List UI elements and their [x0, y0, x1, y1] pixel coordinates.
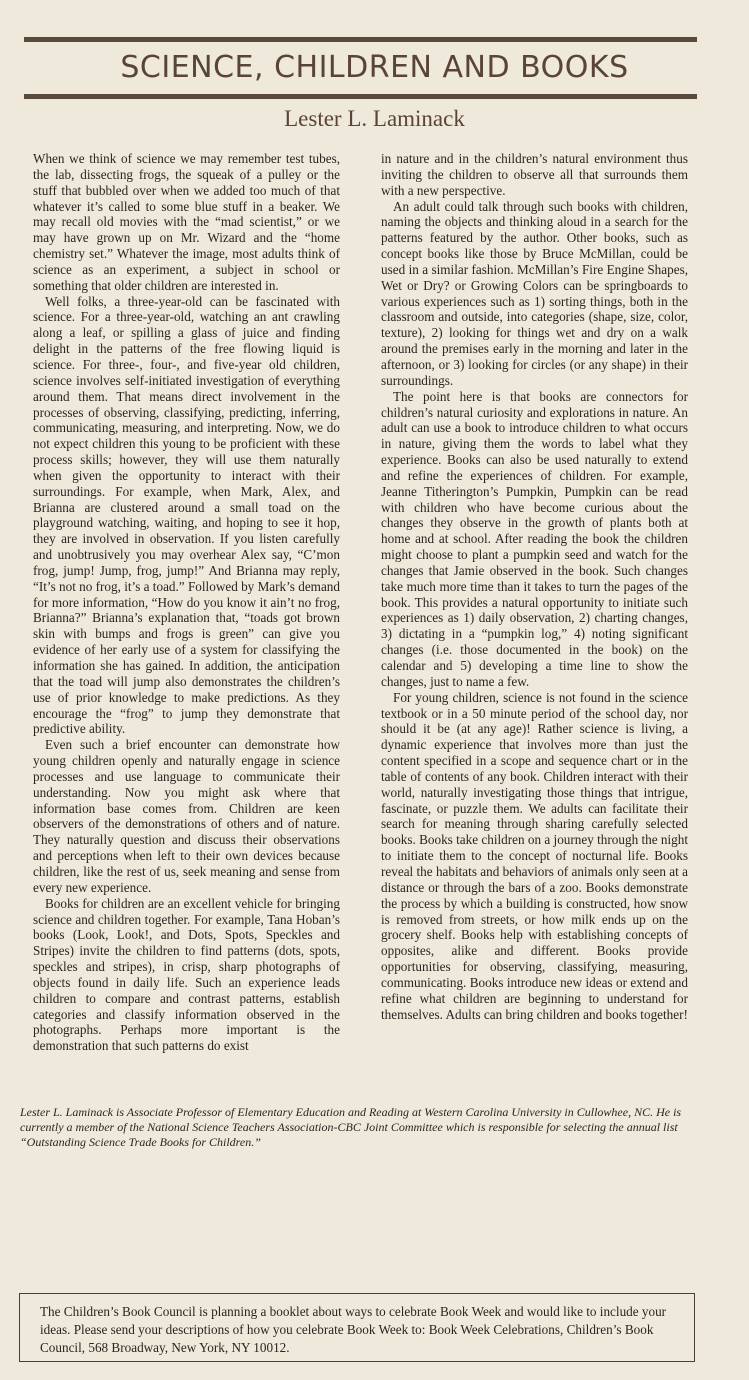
- top-rule: [24, 37, 697, 42]
- author-byline: Lester L. Laminack: [284, 106, 465, 131]
- paragraph: Well folks, a three-year-old can be fascinated with science. For a three-year-old, watching an ant crawling along a leaf, or spilling a glass of juice and finding delight in the patterns of the free flowing liquid is science. For three-, four-, and five-year old children, science involves self-initiated investigation of everything around them. That means direct involvement in the processes of observing, classifying, predicting, inferring, communicating, measuring, and interpreting. Now, we do not expect children this young to be proficient with these process skills; however, they will use them naturally when given the opportunity to interact with their surroundings. For example, when Mark, Alex, and Brianna are clustered around a small toad on the playground watching, waiting, and hoping to see it hop, they are involved in observation. If you listen carefully and unobtrusively you may overhear Alex say, “C’mon frog, jump! Jump, frog, jump!” And Brianna may reply, “It’s not no frog, it’s a toad.” Followed by Mark’s demand for more information, “How do you know it ain’t no frog, Brianna?” Brianna’s explanation that, “toads got brown skin with bumps and frogs is green” can give you evidence of her early use of a system for classifying the information she has gained. In addition, the anticipation that the toad will jump also demonstrates the children’s use of prior knowledge to make predictions. As they encourage the “frog” to jump they demonstrate that predictive ability.: [33, 293, 340, 737]
- paragraph: An adult could talk through such books with children, naming the objects and thinking aloud in a search for the patterns featured by the author. Other books, such as concept books like those by Bruce McMillan, could be used in a similar fashion. McMillan’s Fire Engine Shapes, Wet or Dry? or Growing Colors can be springboards to various experiences such as 1) sorting things, both in the classroom and outside, into categories (shape, size, color, texture), 2) looking for things wet and dry on a walk around the premises early in the morning and later in the afternoon, or 3) looking for circles (or any shape) in their surroundings.: [381, 198, 688, 388]
- paragraph: in nature and in the children’s natural environment thus inviting the children to observe all that surrounds them with a new perspective.: [381, 151, 688, 198]
- notice-box: [19, 1293, 695, 1362]
- paragraph: Books for children are an excellent vehicle for bringing science and children together. For example, Tana Hoban’s books (Look, Look!, and Dots, Spots, Speckles and Stripes) invite the children to find patterns (dots, spots, speckles and stripes), in crisp, sharp photographs of objects found in daily life. Such an experience leads children to compare and contrast patterns, establish categories and classify information observed in the photographs. Perhaps more important is the demonstration that such patterns do exist: [33, 895, 340, 1054]
- title-underline-rule: [24, 94, 697, 99]
- notice-text: The Children’s Book Council is planning a booklet about ways to celebrate Book Week and would like to include your ideas. Please send your descriptions of how you celebrate Book Week to: Book Week Celebrations, Children’s Book Council, 568 Broadway, New York, NY 10012.: [40, 1304, 667, 1355]
- article-column-left: [33, 151, 340, 1054]
- article-column-right: [381, 151, 688, 1022]
- paragraph: For young children, science is not found in the science textbook or in a 50 minute period of the school day, nor should it be (at any age)! Rather science is living, a dynamic experience that involves more than just the content specified in a scope and sequence chart or in the table of contents of any book. Children interact with their world, naturally investigating those things that intrigue, fascinate, or puzzle them. We adults can facilitate their search for meaning through sharing carefully selected books. Books take children on a journey through the night to initiate them to the concept of nocturnal life. Books reveal the habitats and behaviors of animals only seen at a distance or through the bars of a zoo. Books demonstrate the process by which a building is constructed, how snow is removed from streets, or how milk ends up on the grocery shelf. Books help with establishing concepts of opposites, alike and different. Books provide opportunities for observing, classifying, measuring, communicating. Books introduce new ideas or extend and refine what children are beginning to understand for themselves. Adults can bring children and books together!: [381, 689, 688, 1022]
- paragraph: When we think of science we may remember test tubes, the lab, dissecting frogs, the squeak of a pulley or the stuff that bubbled over when we added too much of that whatever it’s called to some blue stuff in a beaker. We may recall old movies with the “mad scientist,” or we may have grown up on Mr. Wizard and the “home chemistry set.” Whatever the image, most adults think of science as an experiment, a subject in school or something that older children are interested in.: [33, 151, 340, 293]
- paragraph: The point here is that books are connectors for children’s natural curiosity and explorations in nature. An adult can use a book to introduce children to what occurs in nature, giving them the words to label what they experience. Books can also be used naturally to extend and refine the experiences of children. For example, Jeanne Titherington’s Pumpkin, Pumpkin can be read with children who have become curious about the changes they observe in the growth of plants both at home and at school. After reading the book the children might choose to plant a pumpkin seed and watch for the changes that Jamie observed in the book. Such changes take much more time than it takes to turn the pages of the book. This provides a natural opportunity to initiate such experiences as 1) daily observation, 2) charting changes, 3) dictating in a “pumpkin log,” 4) noting significant changes (i.e. those documented in the book) on the calendar and 5) developing a time line to show the changes, just to name a few.: [381, 388, 688, 689]
- paragraph: Even such a brief encounter can demonstrate how young children openly and naturally engage in science processes and use language to communicate their understanding. Now you might ask where that information base comes from. Children are keen observers of the demonstrations of others and of nature. They naturally question and discuss their observations and perceptions when left to their own devices because children, like the rest of us, seek meaning and sense from every new experience.: [33, 737, 340, 895]
- author-bio: Lester L. Laminack is Associate Professor of Elementary Education and Reading at Western Carolina University in Cullowhee, NC. He is currently a member of the National Science Teachers Association-CBC Joint Committee which is responsible for selecting the annual list “Outstanding Science Trade Books for Children.”: [20, 1105, 682, 1149]
- article-title: SCIENCE, CHILDREN AND BOOKS: [120, 50, 629, 85]
